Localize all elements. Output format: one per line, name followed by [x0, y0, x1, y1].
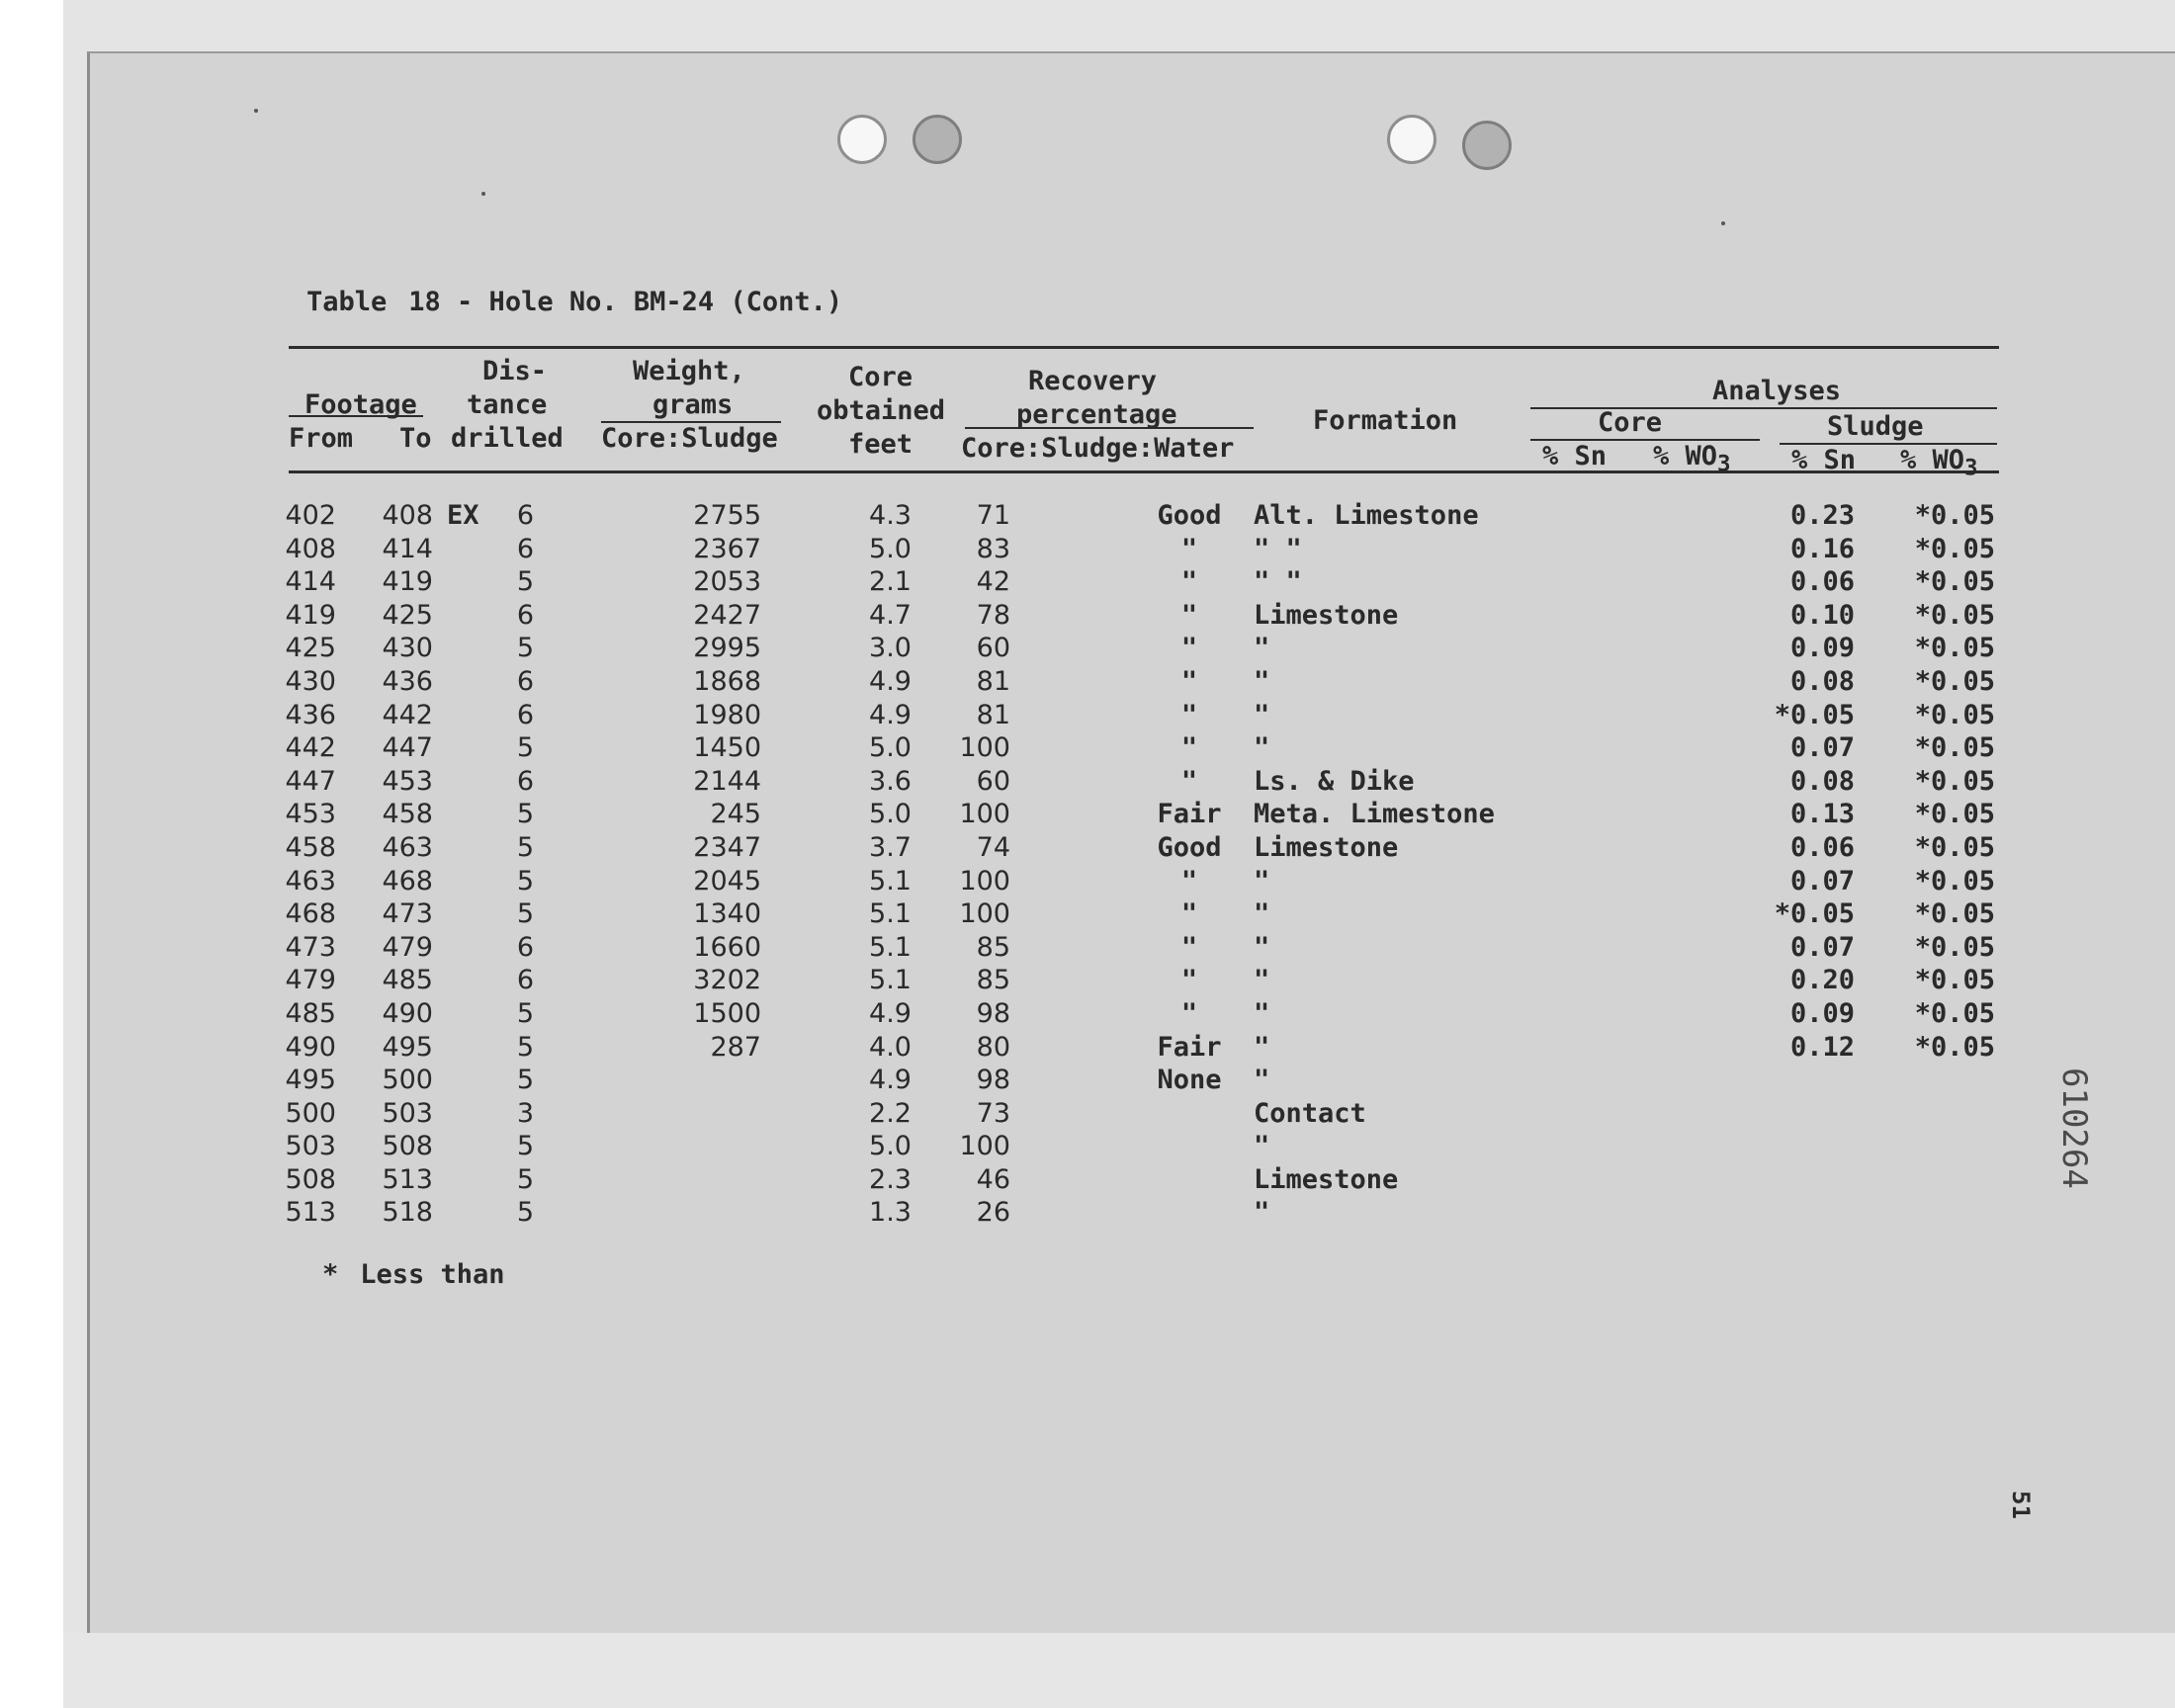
- table-cell: [672, 1130, 761, 1163]
- table-cell: 5: [516, 1031, 534, 1063]
- table-cell: [1135, 1097, 1244, 1131]
- table-cell: 495: [382, 1031, 433, 1063]
- table-cell: ": [1180, 997, 1198, 1029]
- header-distance-line3: drilled: [451, 423, 564, 454]
- table-cell: 5.0: [869, 732, 912, 764]
- punch-hole: [1462, 121, 1512, 170]
- table-cell: ": [1254, 1065, 1270, 1096]
- table-cell: *0.05: [1914, 865, 1995, 897]
- table-cell: ": [1180, 765, 1198, 797]
- table-cell: 0.20: [1789, 965, 1855, 996]
- table-cell: 2144: [693, 765, 761, 797]
- punch-hole: [1387, 115, 1436, 164]
- table-cell: [672, 1097, 761, 1131]
- table-cell: 3.6: [869, 765, 912, 797]
- table-cell: *0.05: [1914, 633, 1995, 664]
- header-sludge-wo3-text: % WO: [1900, 445, 1965, 475]
- table-cell: 4.0: [869, 1031, 912, 1063]
- table-cell: ": [1180, 566, 1198, 598]
- table-cell: 419: [382, 566, 433, 598]
- table-cell: 6: [516, 765, 534, 797]
- table-cell: [1760, 1163, 1855, 1197]
- table-cell: 5: [516, 1197, 534, 1229]
- column-from: [275, 499, 336, 1230]
- table-cell: ": [1254, 732, 1270, 764]
- table-cell: ": [1180, 633, 1198, 664]
- footnote-symbol: *: [322, 1259, 339, 1290]
- table-cell: 468: [382, 865, 433, 897]
- table-cell: [1760, 1097, 1855, 1131]
- table-cell: Ls. & Dike: [1254, 765, 1415, 797]
- table-cell: 0.06: [1789, 831, 1855, 863]
- table-cell: *0.05: [1914, 533, 1995, 564]
- table-cell: 81: [976, 665, 1010, 697]
- table-caption: 18 - Hole No. BM-24 (Cont.): [408, 287, 843, 317]
- footnote: [322, 1259, 527, 1290]
- table-cell: *0.05: [1914, 997, 1995, 1029]
- table-cell: [1135, 1130, 1244, 1163]
- table-cell: 414: [285, 566, 336, 598]
- table-cell: 1660: [693, 931, 761, 963]
- column-weight-core: [672, 499, 761, 1230]
- table-cell: [1760, 1196, 1855, 1230]
- table-cell: 81: [976, 699, 1010, 730]
- header-recovery-line1: Recovery: [1028, 366, 1158, 396]
- table-cell: Fair: [1157, 1031, 1222, 1063]
- table-cell: 490: [285, 1031, 336, 1063]
- table-cell: 508: [285, 1163, 336, 1195]
- header-analyses-sludge: Sludge: [1827, 411, 1924, 442]
- table-cell: ": [1254, 1131, 1270, 1162]
- table-cell: 6: [516, 533, 534, 564]
- table-cell: Alt. Limestone: [1254, 500, 1479, 531]
- table-cell: 500: [285, 1097, 336, 1129]
- table-cell: 0.07: [1789, 732, 1855, 764]
- table-cell: 425: [382, 599, 433, 631]
- table-cell: 5.0: [869, 1131, 912, 1162]
- table-cell: 5.1: [869, 898, 912, 930]
- table-cell: 425: [285, 633, 336, 664]
- table-cell: 0.13: [1789, 799, 1855, 830]
- table-cell: 4.9: [869, 699, 912, 730]
- table-cell: ": [1254, 865, 1270, 897]
- table-cell: 5: [516, 997, 534, 1029]
- table-cell: 83: [976, 533, 1010, 564]
- header-sludge-wo3: [1900, 445, 1978, 480]
- header-recovery-line2: percentage: [1016, 399, 1177, 430]
- table-cell: 414: [382, 533, 433, 564]
- table-cell: 436: [285, 699, 336, 730]
- table-cell: 518: [382, 1197, 433, 1229]
- table-cell: 6: [516, 931, 534, 963]
- table-cell: [1135, 1196, 1244, 1230]
- table-cell: ": [1254, 665, 1270, 697]
- table-cell: [672, 1196, 761, 1230]
- table-cell: 100: [959, 732, 1010, 764]
- table-cell: 0.16: [1789, 533, 1855, 564]
- column-formation: [1254, 499, 1511, 1230]
- punch-hole: [837, 115, 887, 164]
- table-cell: 2347: [693, 831, 761, 863]
- table-cell: 447: [285, 765, 336, 797]
- table-cell: 1450: [693, 732, 761, 764]
- header-sludge-wo3-subscript: 3: [1964, 455, 1978, 481]
- table-cell: *0.05: [1774, 699, 1855, 730]
- table-cell: 1340: [693, 898, 761, 930]
- table-cell: 0.06: [1789, 566, 1855, 598]
- table-cell: ": [1180, 931, 1198, 963]
- punch-hole: [913, 115, 962, 164]
- column-recovery-sludge: [1135, 499, 1244, 1230]
- table-cell: 485: [382, 965, 433, 996]
- table-cell: ": [1254, 898, 1270, 930]
- table-cell: 0.09: [1789, 997, 1855, 1029]
- header-analyses-core: Core: [1598, 407, 1663, 438]
- table-cell: 5: [516, 1065, 534, 1096]
- table-cell: *0.05: [1914, 732, 1995, 764]
- table-cell: 436: [382, 665, 433, 697]
- table-cell: [1760, 1130, 1855, 1163]
- table-cell: 473: [382, 898, 433, 930]
- table-cell: [1135, 1163, 1244, 1197]
- table-cell: [672, 1064, 761, 1097]
- table-cell: *0.05: [1914, 931, 1995, 963]
- table-cell: 408: [382, 500, 433, 531]
- table-cell: 98: [976, 1065, 1010, 1096]
- table-cell: 490: [382, 997, 433, 1029]
- table-cell: *0.05: [1774, 898, 1855, 930]
- table-cell: 2367: [693, 533, 761, 564]
- table-cell: [1884, 1163, 1995, 1197]
- table-cell: 2.3: [869, 1163, 912, 1195]
- table-cell: Limestone: [1254, 831, 1399, 863]
- table-cell: 0.07: [1789, 931, 1855, 963]
- column-recovery-core: [947, 499, 1010, 1230]
- header-core-wo3: [1653, 441, 1731, 476]
- table-cell: 402: [285, 500, 336, 531]
- header-formation: Formation: [1313, 405, 1458, 436]
- table-cell: 245: [710, 799, 761, 830]
- header-top-rule: [289, 346, 1999, 349]
- table-cell: 78: [976, 599, 1010, 631]
- table-cell: ": [1254, 699, 1270, 730]
- table-cell: 5.0: [869, 533, 912, 564]
- table-cell: 0.08: [1789, 665, 1855, 697]
- table-cell: 453: [285, 799, 336, 830]
- table-cell: *0.05: [1914, 500, 1995, 531]
- side-document-number: 610264: [2054, 1068, 2094, 1189]
- scan-margin: [0, 0, 63, 1708]
- table-cell: 4.9: [869, 997, 912, 1029]
- table-cell: 0.08: [1789, 765, 1855, 797]
- table-cell: None: [1157, 1065, 1222, 1096]
- table-cell: 5: [516, 865, 534, 897]
- table-cell: 42: [976, 566, 1010, 598]
- table-cell: ": [1180, 533, 1198, 564]
- table-cell: 5.1: [869, 965, 912, 996]
- column-sludge-wo3: [1884, 499, 1995, 1230]
- table-cell: ": [1180, 865, 1198, 897]
- header-sludge-sn: % Sn: [1791, 445, 1857, 475]
- table-cell: 4.9: [869, 665, 912, 697]
- table-cell: 430: [285, 665, 336, 697]
- table-cell: Fair: [1157, 799, 1222, 830]
- table-cell: *0.05: [1914, 599, 1995, 631]
- table-cell: Limestone: [1254, 1163, 1399, 1195]
- table-cell: ": [1180, 732, 1198, 764]
- table-cell: 3.0: [869, 633, 912, 664]
- table-cell: 73: [976, 1097, 1010, 1129]
- table-cell: 100: [959, 865, 1010, 897]
- table-cell: 468: [285, 898, 336, 930]
- header-distance-line1: Dis-: [482, 356, 548, 386]
- header-core-sn: % Sn: [1542, 441, 1608, 471]
- table-cell: 0.23: [1789, 500, 1855, 531]
- table-cell: 0.07: [1789, 865, 1855, 897]
- table-cell: 458: [285, 831, 336, 863]
- table-cell: 463: [285, 865, 336, 897]
- table-cell: ": [1180, 665, 1198, 697]
- table-cell: 3: [516, 1097, 534, 1129]
- table-cell: 26: [976, 1197, 1010, 1229]
- table-cell: ": [1180, 699, 1198, 730]
- table-cell: 2427: [693, 599, 761, 631]
- table-cell: 5: [516, 566, 534, 598]
- header-recovery-line3: Core:Sludge:Water: [961, 433, 1235, 464]
- table-cell: Good: [1157, 500, 1222, 531]
- header-core-wo3-subscript: 3: [1717, 451, 1731, 477]
- scan-bottom-margin: [63, 1633, 2175, 1708]
- table-cell: 485: [285, 997, 336, 1029]
- scan-speck: [254, 109, 258, 113]
- table-cell: ": [1254, 965, 1270, 996]
- table-cell: 46: [976, 1163, 1010, 1195]
- table-cell: 1500: [693, 997, 761, 1029]
- table-cell: [1884, 1097, 1995, 1131]
- table-cell: *0.05: [1914, 831, 1995, 863]
- table-cell: 60: [976, 765, 1010, 797]
- table-cell: " ": [1254, 566, 1302, 598]
- table-cell: 5: [516, 732, 534, 764]
- table-cell: *0.05: [1914, 566, 1995, 598]
- table-cell: 6: [516, 965, 534, 996]
- header-to: To: [399, 423, 432, 454]
- table-cell: 442: [382, 699, 433, 730]
- table-title: [306, 287, 864, 317]
- header-distance-line2: tance: [467, 389, 548, 420]
- table-cell: 5.1: [869, 865, 912, 897]
- table-cell: 4.3: [869, 500, 912, 531]
- table-cell: ": [1180, 965, 1198, 996]
- table-cell: ": [1180, 599, 1198, 631]
- table-cell: *0.05: [1914, 799, 1995, 830]
- table-cell: 71: [976, 500, 1010, 531]
- header-core-line1: Core: [848, 362, 914, 392]
- table-cell: 479: [382, 931, 433, 963]
- table-cell: 495: [285, 1065, 336, 1096]
- table-cell: 430: [382, 633, 433, 664]
- scan-speck: [1721, 221, 1725, 225]
- scan-speck: [481, 192, 485, 196]
- table-cell: 5: [516, 898, 534, 930]
- table-cell: 503: [382, 1097, 433, 1129]
- table-cell: 100: [959, 898, 1010, 930]
- header-weight-line3: Core:Sludge: [601, 423, 778, 454]
- table-cell: 0.09: [1789, 633, 1855, 664]
- table-cell: 4.7: [869, 599, 912, 631]
- table-cell: 98: [976, 997, 1010, 1029]
- table-cell: *0.05: [1914, 699, 1995, 730]
- table-cell: 80: [976, 1031, 1010, 1063]
- table-cell: 3202: [693, 965, 761, 996]
- table-cell: *0.05: [1914, 965, 1995, 996]
- header-core-line3: feet: [848, 429, 914, 460]
- column-core-feet: [846, 499, 912, 1230]
- table-cell: 0.12: [1789, 1031, 1855, 1063]
- table-cell: 85: [976, 965, 1010, 996]
- footnote-text: Less than: [360, 1259, 505, 1290]
- header-core-wo3-text: % WO: [1653, 441, 1718, 471]
- table-cell: [1760, 1064, 1855, 1097]
- header-footage: Footage: [304, 389, 417, 420]
- table-cell: 5: [516, 799, 534, 830]
- table-cell: EX: [447, 500, 479, 531]
- table-cell: 6: [516, 599, 534, 631]
- table-cell: 6: [516, 500, 534, 531]
- header-core-line2: obtained: [817, 395, 946, 426]
- table-cell: 5: [516, 1163, 534, 1195]
- table-label: Table: [306, 287, 388, 317]
- table-cell: 2.2: [869, 1097, 912, 1129]
- table-cell: 4.9: [869, 1065, 912, 1096]
- table-cell: 2053: [693, 566, 761, 598]
- table-cell: 2045: [693, 865, 761, 897]
- table-cell: ": [1254, 1197, 1270, 1229]
- table-cell: 5: [516, 831, 534, 863]
- table-cell: Contact: [1254, 1097, 1366, 1129]
- table-cell: 500: [382, 1065, 433, 1096]
- table-cell: 408: [285, 533, 336, 564]
- table-cell: 442: [285, 732, 336, 764]
- table-cell: 5: [516, 633, 534, 664]
- table-cell: *0.05: [1914, 898, 1995, 930]
- table-cell: 5.1: [869, 931, 912, 963]
- table-cell: [1884, 1064, 1995, 1097]
- table-cell: 447: [382, 732, 433, 764]
- table-cell: 6: [516, 665, 534, 697]
- table-cell: 0.10: [1789, 599, 1855, 631]
- column-sludge-sn: [1760, 499, 1855, 1230]
- table-cell: Limestone: [1254, 599, 1399, 631]
- table-cell: 6: [516, 699, 534, 730]
- table-cell: *0.05: [1914, 1031, 1995, 1063]
- table-cell: *0.05: [1914, 765, 1995, 797]
- table-cell: [1884, 1196, 1995, 1230]
- table-cell: 453: [382, 765, 433, 797]
- table-cell: 473: [285, 931, 336, 963]
- table-cell: 1980: [693, 699, 761, 730]
- table-cell: 74: [976, 831, 1010, 863]
- table-cell: ": [1254, 633, 1270, 664]
- header-from: From: [289, 423, 354, 454]
- table-cell: 1.3: [869, 1197, 912, 1229]
- table-cell: 513: [382, 1163, 433, 1195]
- table-cell: 419: [285, 599, 336, 631]
- table-cell: " ": [1254, 533, 1302, 564]
- table-cell: 60: [976, 633, 1010, 664]
- table-cell: 479: [285, 965, 336, 996]
- table-cell: 85: [976, 931, 1010, 963]
- header-analyses: Analyses: [1712, 376, 1842, 406]
- table-cell: 503: [285, 1131, 336, 1162]
- table-cell: 508: [382, 1131, 433, 1162]
- table-cell: 5: [516, 1131, 534, 1162]
- table-cell: 2.1: [869, 566, 912, 598]
- table-cell: 5.0: [869, 799, 912, 830]
- table-cell: 1868: [693, 665, 761, 697]
- header-bottom-rule: [289, 470, 1999, 473]
- table-cell: 463: [382, 831, 433, 863]
- table-cell: Good: [1157, 831, 1222, 863]
- table-cell: 100: [959, 1131, 1010, 1162]
- table-cell: *0.05: [1914, 665, 1995, 697]
- header-weight-line2: grams: [652, 389, 734, 420]
- page-number: 51: [2007, 1491, 2035, 1519]
- table-cell: ": [1254, 931, 1270, 963]
- table-cell: ": [1254, 1031, 1270, 1063]
- table-cell: ": [1254, 997, 1270, 1029]
- table-cell: 3.7: [869, 831, 912, 863]
- column-to: [368, 499, 433, 1230]
- table-cell: 458: [382, 799, 433, 830]
- table-cell: ": [1180, 898, 1198, 930]
- header-weight-line1: Weight,: [633, 356, 745, 386]
- column-drilled: [494, 499, 534, 1230]
- table-cell: [672, 1163, 761, 1197]
- table-cell: 287: [710, 1031, 761, 1063]
- table-cell: 2995: [693, 633, 761, 664]
- table-cell: [1884, 1130, 1995, 1163]
- table-cell: 100: [959, 799, 1010, 830]
- table-cell: 513: [285, 1197, 336, 1229]
- table-cell: 2755: [693, 500, 761, 531]
- table-cell: Meta. Limestone: [1254, 799, 1495, 830]
